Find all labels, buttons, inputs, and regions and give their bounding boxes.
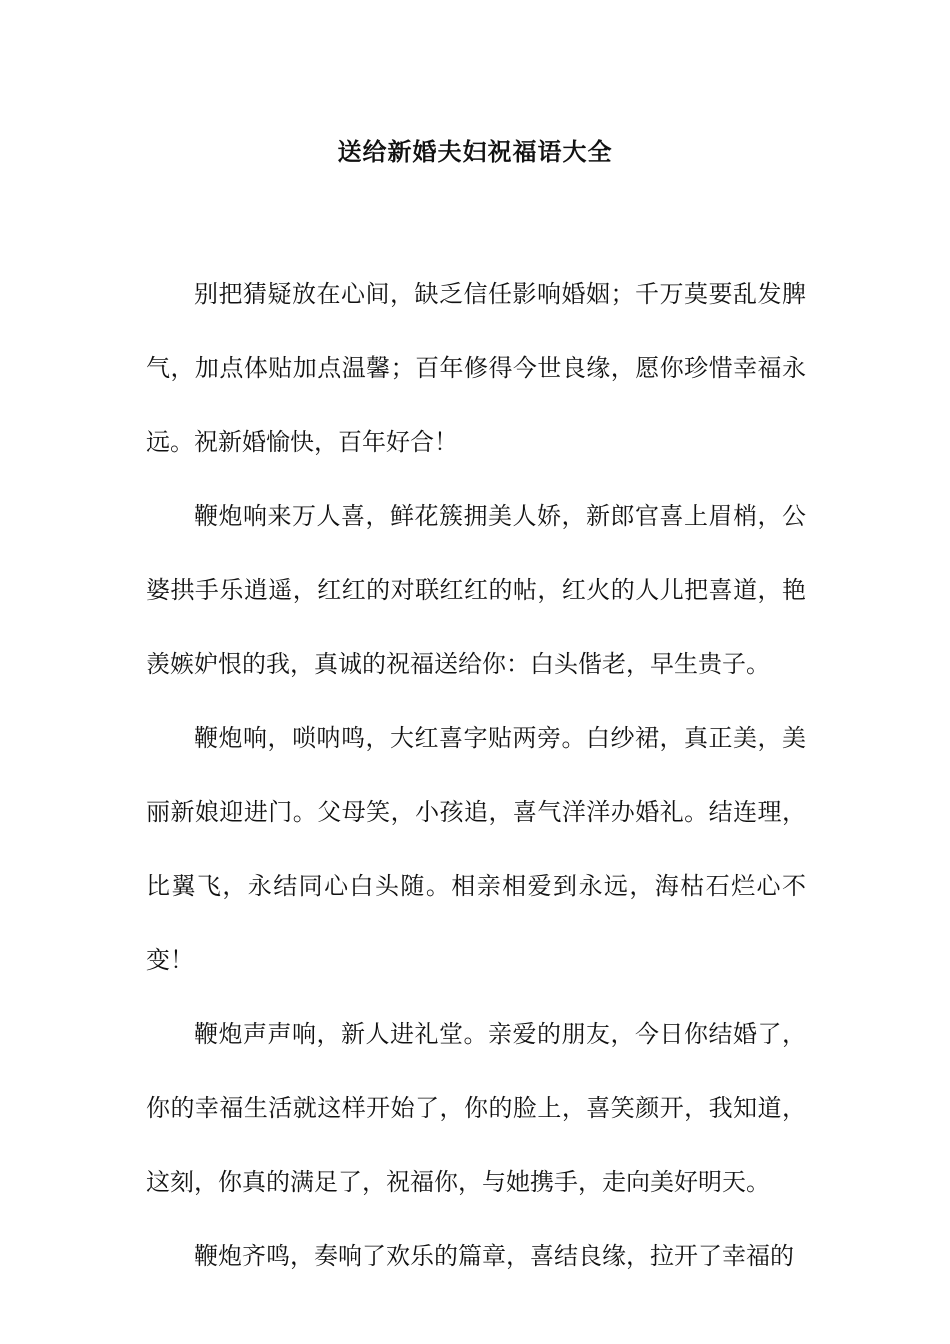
document-body bbox=[146, 257, 806, 1293]
paragraph-1: 别把猜疑放在心间，缺乏信任影响婚姻；千万莫要乱发脾气，加点体贴加点温馨；百年修得今世良缘，愿你珍惜幸福永远。祝新婚愉快，百年好合！ bbox=[146, 280, 806, 456]
document-title: 送给新婚夫妇祝福语大全 bbox=[337, 137, 613, 166]
paragraph-2: 鞭炮响来万人喜，鲜花簇拥美人娇，新郎官喜上眉梢，公婆拱手乐逍遥，红红的对联红红的帖，红火的人儿把喜道，艳羡嫉妒恨的我，真诚的祝福送给你：白头偕老，早生贵子。 bbox=[146, 502, 806, 678]
paragraph-3: 鞭炮响，唢呐鸣，大红喜字贴两旁。白纱裙，真正美，美丽新娘迎进门。父母笑，小孩追，喜气洋洋办婚礼。结连理，比翼飞，永结同心白头随。相亲相爱到永远，海枯石烂心不变！ bbox=[146, 724, 806, 974]
paragraph-5: 鞭炮齐鸣，奏响了欢乐的篇章，喜结良缘，拉开了幸福的 bbox=[194, 1242, 794, 1270]
paragraph-4: 鞭炮声声响，新人进礼堂。亲爱的朋友，今日你结婚了，你的幸福生活就这样开始了，你的脸上，喜笑颜开，我知道，这刻，你真的满足了，祝福你，与她携手，走向美好明天。 bbox=[146, 1020, 806, 1196]
